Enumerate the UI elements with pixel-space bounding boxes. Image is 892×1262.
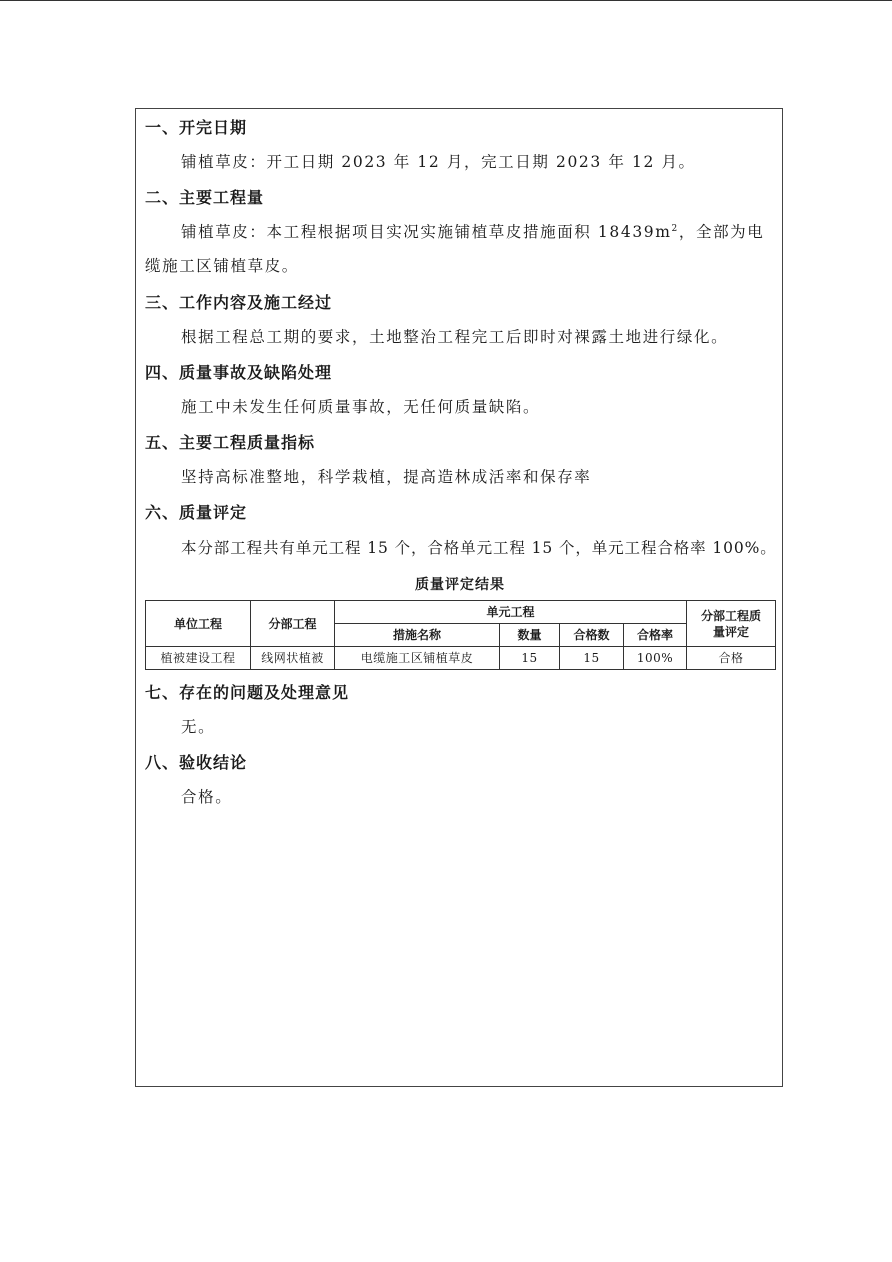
header-unit-project: 单位工程 bbox=[146, 601, 251, 647]
header-sub-quality-line1: 分部工程质 bbox=[701, 608, 762, 623]
header-sub-quality bbox=[687, 601, 776, 647]
section-body-2 bbox=[145, 215, 775, 283]
section-body-2-prefix: 铺植草皮：本工程根据项目实况实施铺植草皮措施面积 18439m bbox=[181, 223, 672, 241]
page-top-rule bbox=[0, 0, 892, 1]
header-qualified-count: 合格数 bbox=[560, 624, 624, 647]
section-heading-5: 五、主要工程质量指标 bbox=[145, 433, 316, 452]
table-header-row-1 bbox=[146, 601, 776, 624]
header-measure-name: 措施名称 bbox=[335, 624, 500, 647]
header-element-project: 单元工程 bbox=[335, 601, 687, 624]
section-heading-7: 七、存在的问题及处理意见 bbox=[145, 683, 350, 702]
section-body-3: 根据工程总工期的要求，土地整治工程完工后即时对裸露土地进行绿化。 bbox=[181, 328, 729, 346]
cell-sub-project: 线网状植被 bbox=[251, 647, 335, 670]
area-unit-superscript: 2 bbox=[671, 223, 679, 234]
cell-quality-rating: 合格 bbox=[687, 647, 776, 670]
document-frame bbox=[135, 108, 783, 1087]
header-sub-quality-line2: 量评定 bbox=[713, 624, 750, 639]
section-heading-2: 二、主要工程量 bbox=[145, 188, 265, 207]
section-heading-3: 三、工作内容及施工经过 bbox=[145, 293, 333, 312]
table-row bbox=[146, 647, 776, 670]
cell-measure-name: 电缆施工区铺植草皮 bbox=[335, 647, 500, 670]
cell-pass-rate: 100% bbox=[624, 647, 687, 670]
section-body-4: 施工中未发生任何质量事故，无任何质量缺陷。 bbox=[181, 398, 541, 416]
section-heading-4: 四、质量事故及缺陷处理 bbox=[145, 363, 333, 382]
section-body-5: 坚持高标准整地，科学栽植，提高造林成活率和保存率 bbox=[181, 468, 592, 486]
section-heading-8: 八、验收结论 bbox=[145, 753, 248, 772]
quality-result-table bbox=[145, 600, 776, 670]
section-heading-6: 六、质量评定 bbox=[145, 503, 248, 522]
section-body-7: 无。 bbox=[181, 718, 216, 736]
section-body-2-suffix: ，全部为电缆施工区铺植草皮。 bbox=[145, 223, 765, 275]
header-quantity: 数量 bbox=[500, 624, 560, 647]
header-pass-rate: 合格率 bbox=[624, 624, 687, 647]
table-title: 质量评定结果 bbox=[415, 577, 505, 593]
cell-quantity: 15 bbox=[500, 647, 560, 670]
section-body-6: 本分部工程共有单元工程 15 个，合格单元工程 15 个，单元工程合格率 100%。 bbox=[181, 539, 777, 557]
section-heading-1: 一、开完日期 bbox=[145, 118, 248, 137]
header-sub-project: 分部工程 bbox=[251, 601, 335, 647]
cell-unit-project: 植被建设工程 bbox=[146, 647, 251, 670]
cell-qualified-count: 15 bbox=[560, 647, 624, 670]
section-body-1: 铺植草皮：开工日期 2023 年 12 月，完工日期 2023 年 12 月。 bbox=[181, 153, 696, 171]
section-body-8: 合格。 bbox=[181, 788, 233, 806]
